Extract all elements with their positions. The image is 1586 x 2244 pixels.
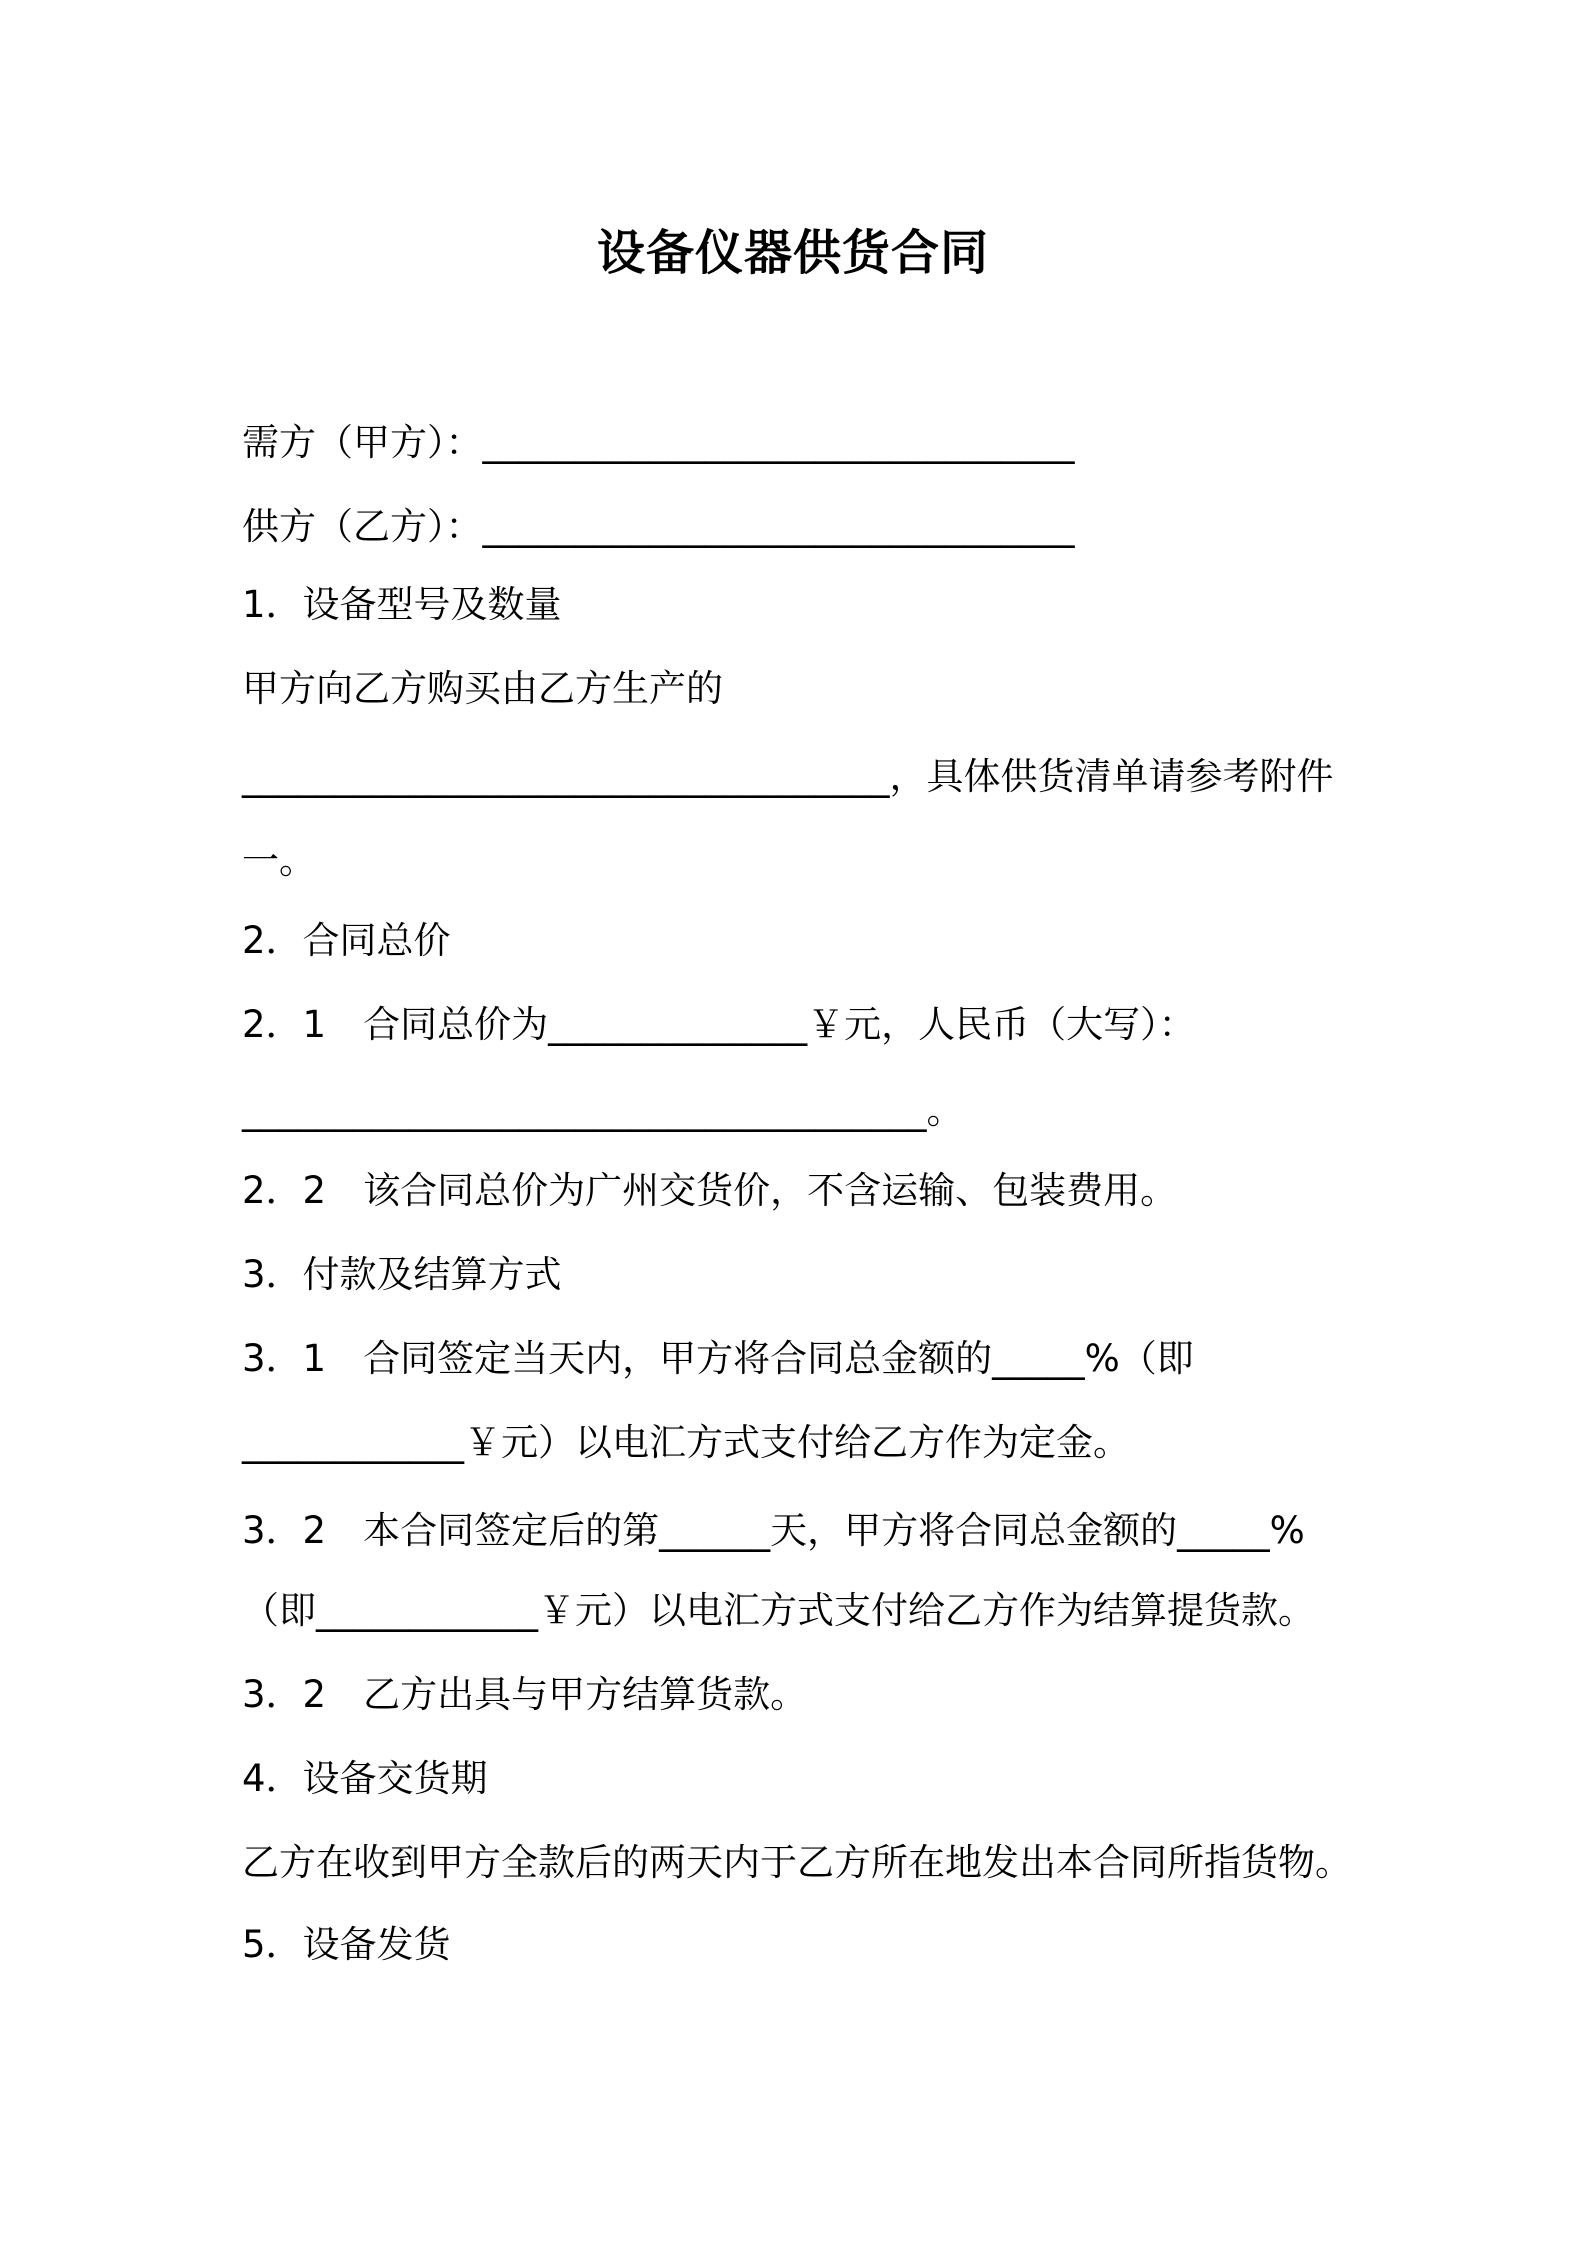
supplier-party-line: 供方（乙方）：________________________________ bbox=[242, 505, 1075, 548]
section-5-heading: 5．设备发货 bbox=[242, 1923, 451, 1966]
clause-2-1-cont: _____________________________________。 bbox=[242, 1089, 964, 1132]
section-1-text: 甲方向乙方购买由乙方生产的 bbox=[242, 667, 723, 710]
clause-3-1: 3．1 合同签定当天内，甲方将合同总金额的_____%（即 bbox=[242, 1337, 1194, 1380]
document-title: 设备仪器供货合同 bbox=[596, 225, 989, 281]
clause-3-2: 3．2 本合同签定后的第______天，甲方将合同总金额的_____% bbox=[242, 1509, 1305, 1552]
section-1-text-end: 一。 bbox=[242, 839, 316, 882]
section-4-text: 乙方在收到甲方全款后的两天内于乙方所在地发出本合同所指货物。 bbox=[242, 1841, 1352, 1884]
section-3-heading: 3．付款及结算方式 bbox=[242, 1253, 562, 1296]
section-1-text-cont: ___________________________________，具体供货清单请参考附件 bbox=[242, 755, 1334, 798]
buyer-party-line: 需方（甲方）：________________________________ bbox=[242, 421, 1075, 464]
section-1-heading: 1．设备型号及数量 bbox=[242, 583, 562, 626]
section-4-heading: 4．设备交货期 bbox=[242, 1757, 488, 1800]
clause-3-1-cont: ____________￥元）以电汇方式支付给乙方作为定金。 bbox=[242, 1421, 1130, 1464]
clause-3-2-cont: （即____________￥元）以电汇方式支付给乙方作为结算提货款。 bbox=[242, 1589, 1315, 1632]
section-2-heading: 2．合同总价 bbox=[242, 919, 451, 962]
clause-2-1: 2．1 合同总价为______________￥元，人民币（大写）： bbox=[242, 1003, 1196, 1046]
clause-2-2: 2．2 该合同总价为广州交货价，不含运输、包装费用。 bbox=[242, 1169, 1178, 1212]
clause-3-2-b: 3．2 乙方出具与甲方结算货款。 bbox=[242, 1673, 808, 1716]
